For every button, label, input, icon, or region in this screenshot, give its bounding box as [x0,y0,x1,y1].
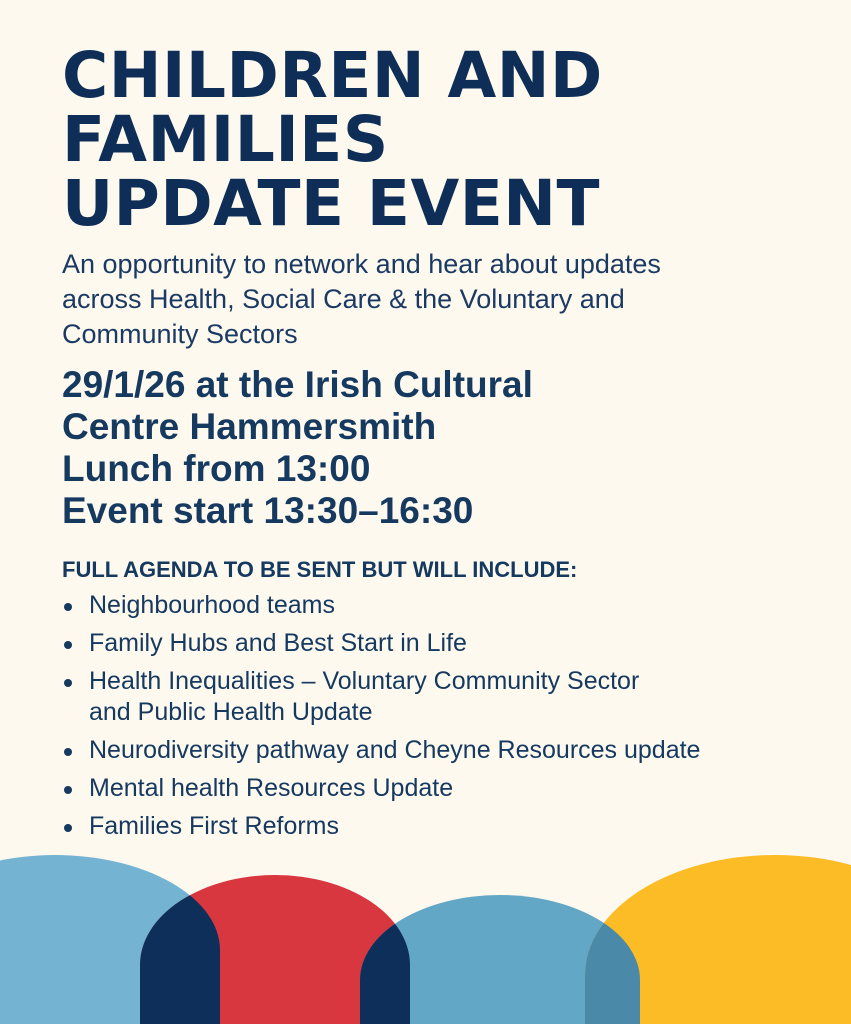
agenda-item-text: Neighbourhood teams [89,591,335,619]
title-line: FAMILIES [62,103,389,176]
event-date-venue: 29/1/26 at the Irish Cultural [62,364,533,405]
agenda-list [62,590,842,849]
agenda-heading: FULL AGENDA TO BE SENT BUT WILL INCLUDE: [62,557,578,582]
agenda-item-text: Mental health Resources Update [89,774,454,802]
agenda-item [62,773,842,804]
subtitle-line: Community Sectors [62,319,298,349]
agenda-item [62,811,842,842]
agenda-item [62,628,842,659]
agenda-item-text: and Public Health Update [89,698,373,726]
agenda-item-text: Families First Reforms [89,812,340,840]
event-lunch-time: Lunch from 13:00 [62,448,371,489]
title-line: CHILDREN AND [62,39,603,112]
agenda-item [62,735,842,766]
agenda-item [62,590,842,621]
subtitle-line: An opportunity to network and hear about updates [62,249,661,279]
event-title [62,39,603,240]
decorative-arches [0,840,851,1024]
agenda-item [62,666,842,728]
subtitle-line: across Health, Social Care & the Voluntary and [62,284,625,314]
agenda-item-text: Neurodiversity pathway and Cheyne Resources update [89,736,701,764]
agenda-item-text: Family Hubs and Best Start in Life [89,629,467,657]
event-start-time: Event start 13:30–16:30 [62,490,474,531]
event-subtitle [62,247,832,352]
agenda-item-text: Health Inequalities – Voluntary Community Sector [89,667,640,695]
event-venue: Centre Hammersmith [62,406,437,447]
title-line: UPDATE EVENT [62,167,600,240]
event-details [62,364,533,532]
